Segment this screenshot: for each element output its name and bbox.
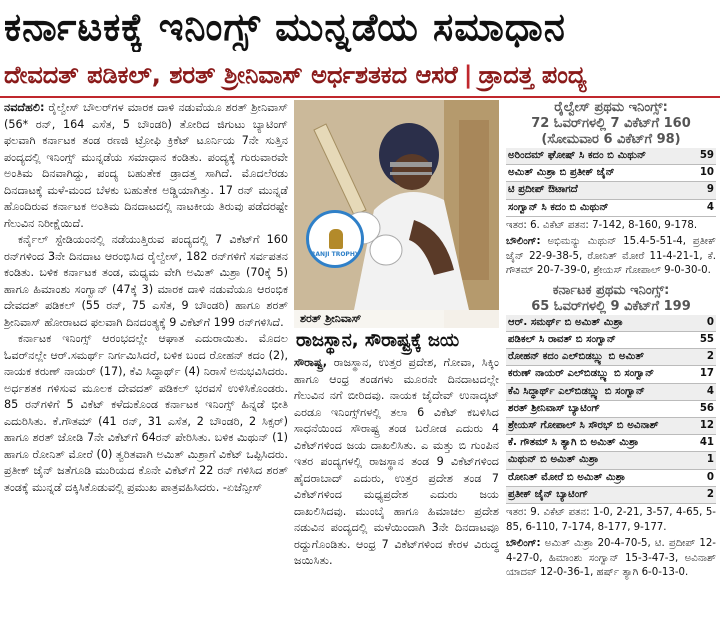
batsman-runs: 2 — [690, 486, 716, 503]
scorecard — [506, 100, 716, 632]
ranji-trophy-logo — [306, 210, 364, 268]
batsman-name: ಟಿ ಪ್ರದೀಪ್ ಔಟಾಗದೆ — [506, 182, 690, 199]
batsman-name: ಕರುಣ್ ನಾಯರ್ ಎಲ್‌ಬಿಡಬ್ಲ್ಯು ಬಿ ಸಂಗ್ವಾನ್ — [506, 366, 690, 383]
article-paragraph-2: ಕರ್ನೈಲ್ ಸ್ಟೇಡಿಯಂನಲ್ಲಿ ನಡೆಯುತ್ತಿರುವ ಪಂದ್ಯದಲ್ಲಿ 7 ವಿಕೆಟ್‌ಗೆ 160 ರನ್‌ಗಳಿಂದ 3ನೇ ದಿನದಾಟ ಆರಂಭಿಸಿದ ರೈಲ್ವೇಸ್, 182 ರನ್‌ಗಳಿಗೆ ಸರ್ವಪತನ ಕಂಡಿತು. ಬಳಿಕ ಕರ್ನಾಟಕ ತಂಡ, ಮಧ್ಯಮ ವೇಗಿ ಅಮಿತ್ ಮಿಶ್ರಾ (70ಕ್ಕೆ 5) ಹಾಗೂ ಹಿಮಾಂಶು ಸಂಗ್ವಾನ್ (47ಕ್ಕೆ 3) ಮಾರಕ ದಾಳಿ ನಡುವೆಯೂ ಆರಂಭಿಕ ದೇವದತ್ ಪಡಿಕಲ್ (55 ರನ್, 75 ಎಸೆತ, 9 ಬೌಂಡರಿ) ಹಾಗೂ ಶರತ್ ಶ್ರೀನಿವಾಸ್ ಹೋರಾಟದ ಫಲವಾಗಿ ದಿನದಂತ್ಯಕ್ಕೆ 9 ವಿಕೆಟ್‌ಗೆ 199 ರನ್‌ಗಳಿಸಿದೆ. — [4, 233, 288, 329]
article-paragraph-1-text: ರೈಲ್ವೇಸ್ ಬೌಲರ್‌ಗಳ ಮಾರಕ ದಾಳಿ ನಡುವೆಯೂ ಶರತ್ ಶ್ರೀನಿವಾಸ್ (56* ರನ್, 164 ಎಸೆತ, 5 ಬೌಂಡರಿ) ತೋರಿದ ಜಿಗುಟು ಬ್ಯಾಟಿಂಗ್ ಫಲವಾಗಿ ಕರ್ನಾಟಕ ತಂಡ ರಣಜಿ ಟ್ರೋಫಿ ಕ್ರಿಕೆಟ್ ಟೂರ್ನಿಯ 7ನೇ ಸುತ್ತಿನ ಪಂದ್ಯದಲ್ಲಿ ಇನಿಂಗ್ಸ್ ಮುನ್ನಡೆಯ ಸಮಾಧಾನ ಕಂಡಿತು. ಪಂದ್ಯಕ್ಕೆ ಗುರುವಾರವೇ ಅಂತಿಮ ದಿನವಾಗಿದ್ದು, ಪಂದ್ಯ ಬಹುತೇಕ ಡ್ರಾದತ್ತ ಸಾಗಿದೆ. ಮೊದಲೆರಡು ದಿನದಾಟಕ್ಕೆ ಮಳೆ-ಮಂದ ಬೆಳಕು ಬಹುತೇಕ ಅಡ್ಡಿಯಾಗಿತ್ತು. 17 ರನ್ ಮುನ್ನಡೆ ಹೊಂದಿರುವ ಕರ್ನಾಟಕ ಅಂತಿಮ ದಿನದಾಟದಲ್ಲಿ ನಾಟಕೀಯ ತಿರುವು ಪಡೆದರಷ್ಟೇ ಗೆಲುವಿನ ನಿರೀಕ್ಷೆಯಿದೆ. — [4, 101, 288, 230]
batsman-name: ಅಮಿತ್ ಮಿಶ್ರಾ ಬಿ ಪ್ರತೀಕ್ ಜೈನ್ — [506, 165, 690, 182]
batsman-name: ಕೆ. ಗೌತಮ್ ಸಿ ತ್ಯಾಗಿ ಬಿ ಅಮಿತ್ ಮಿಶ್ರಾ — [506, 435, 690, 452]
railways-bowling-figures: ಅಭಿಮನ್ಯು ಮಿಥುನ್ 15.4-5-51-4, ಪ್ರತೀಕ್ ಜೈನ್ 22-9-38-5, ರೋನಿತ್ ಮೋರೆ 11-4-21-1, ಕೆ. ಗೌತಮ್ 20-7-39-0, ಶ್ರೇಯಸ್ ಗೋಪಾಲ್ 9-0-30-0. — [506, 236, 716, 277]
batsman-runs: 56 — [690, 400, 716, 417]
table-row — [506, 349, 716, 366]
table-row — [506, 400, 716, 417]
batsman-name: ಪಡಿಕಲ್ ಸಿ ರಾವತ್ ಬಿ ಸಂಗ್ವಾನ್ — [506, 332, 690, 349]
railways-batting-table — [506, 148, 716, 217]
batsman-name: ಸಂಗ್ವಾನ್ ಸಿ ಕದಂ ಬಿ ಮಿಥುನ್ — [506, 199, 690, 216]
batsman-runs: 12 — [690, 418, 716, 435]
side-story-lead: ಸೌರಾಷ್ಟ್ರ, — [294, 356, 327, 369]
table-row — [506, 199, 716, 216]
batsman-runs: 4 — [690, 383, 716, 400]
subheadline — [4, 56, 716, 94]
headline: ಕರ್ನಾಟಕಕ್ಕೆ ಇನಿಂಗ್ಸ್ ಮುನ್ನಡೆಯ ಸಮಾಧಾನ — [4, 5, 566, 49]
batsman-runs: 10 — [690, 165, 716, 182]
article-paragraph-1 — [4, 100, 288, 232]
photo-caption: ಶರತ್ ಶ್ರೀನಿವಾಸ್ — [294, 310, 499, 328]
table-row — [506, 165, 716, 182]
table-row — [506, 452, 716, 469]
table-row — [506, 332, 716, 349]
batsman-runs: 59 — [690, 148, 716, 165]
table-row — [506, 182, 716, 199]
batsman-name: ಆರ್. ಸಮರ್ಥ್ ಬಿ ಅಮಿತ್ ಮಿಶ್ರಾ — [506, 315, 690, 332]
karnataka-bowling-label: ಬೌಲಿಂಗ್: — [506, 538, 541, 550]
batsman-name: ಶ್ರೇಯಸ್ ಗೋಪಾಲ್ ಸಿ ಸೌರಭ್ ಬಿ ಅವಿನಾಶ್ — [506, 418, 690, 435]
article-paragraph-3: ಕರ್ನಾಟಕ ಇನಿಂಗ್ಸ್ ಆರಂಭದಲ್ಲೇ ಆಘಾತ ಎದುರಾಯಿತು. ಮೊದಲ ಓವರ್‌ನಲ್ಲೇ ಆರ್.ಸಮರ್ಥ್ ನಿರ್ಗಮಿಸಿದರೆ, ಬಳಿಕ ಬಂದ ರೋಹನ್ ಕದಂ (2), ನಾಯಕ ಕರುಣ್ ನಾಯರ್ (17), ಕೆವಿ ಸಿದ್ಧಾರ್ಥ್ (4) ನಿರಾಸೆ ಅನುಭವಿಸಿದರು. ಅರ್ಧಶತಕ ಗಳಿಸುವ ಮೂಲಕ ದೇವದತ್ ಪಡಿಕಲ್ ಭರವಸೆ ಉಳಿಸಿಕೊಂಡರು. 85 ರನ್‌ಗಳಿಗೆ 5 ವಿಕೆಟ್ ಕಳೆದುಕೊಂಡ ಕರ್ನಾಟಕ ಇನಿಂಗ್ಸ್ ಹಿನ್ನಡೆ ಭೀತಿ ಎದುರಿಸಿತು. ಕೆ.ಗೌತಮ್ (41 ರನ್, 31 ಎಸೆತ, 2 ಬೌಂಡರಿ, 2 ಸಿಕ್ಸರ್) ಹಾಗೂ ಶರತ್ ಜೋಡಿ 7ನೇ ವಿಕೆಟ್‌ಗೆ 64ರನ್ ಪೇರಿಸಿತು. ಬಳಿಕ ಮಿಥುನ್ (1) ಹಾಗೂ ರೋನಿತ್ ಮೋರೆ (0) ತ್ವರಿತವಾಗಿ ಅಮಿತ್ ಮಿಶ್ರಾಗೆ ವಿಕೆಟ್ ಒಪ್ಪಿಸಿದರು. ಪ್ರತೀಕ್ ಜೈನ್ ಜತೆಗೂಡಿ ಮುರಿಯದ ಕೊನೇ ವಿಕೆಟ್‌ಗೆ 22 ರನ್ ಗಳಿಸಿದ ಶರತ್ ತಂಡಕ್ಕೆ ಮುನ್ನಡೆ ದಕ್ಕಿಸಿಕೊಡುವಲ್ಲಿ ಪ್ರಮುಖ ಪಾತ್ರವಹಿಸಿದರು. -ಏಜೆನ್ಸೀಸ್ — [4, 332, 288, 494]
subheadline-main: ದೇವದತ್ ಪಡಿಕಲ್, ಶರತ್ ಶ್ರೀನಿವಾಸ್ ಅರ್ಧಶತಕದ ಆಸರೆ — [4, 61, 458, 89]
batsman-runs: 9 — [690, 182, 716, 199]
subheadline-tail: ಡ್ರಾದತ್ತ ಪಂದ್ಯ — [478, 61, 587, 89]
batsman-runs: 0 — [690, 469, 716, 486]
side-story — [294, 355, 499, 632]
batsman-runs: 4 — [690, 199, 716, 216]
side-story-text: ರಾಜಸ್ಥಾನ, ಉತ್ತರ ಪ್ರದೇಶ, ಗೋವಾ, ಸಿಕ್ಕಿಂ ಹಾಗೂ ಆಂಧ್ರ ತಂಡಗಳು ಮೂರನೇ ದಿನದಾಟದಲ್ಲೇ ಗೆಲುವಿನ ನಗೆ ಬೀರಿದವು. ನಾಯಕ ಜೈದೇವ್ ಉನಾದ್ಕಟ್ ಎರಡೂ ಇನಿಂಗ್ಸ್‌ಗಳಲ್ಲಿ ತಲಾ 6 ವಿಕೆಟ್ ಕಬಳಿಸಿದ ಸಾಧನೆಯಿಂದ ಸೌರಾಷ್ಟ್ರ ತಂಡ ಬರೋಡ ಎದುರು 4 ವಿಕೆಟ್‌ಗಳಿಂದ ಜಯ ದಾಖಲಿಸಿತು. ಎ ಮತ್ತು ಬಿ ಗುಂಪಿನ ಇತರ ಪಂದ್ಯಗಳಲ್ಲಿ ರಾಜಸ್ಥಾನ ತಂಡ 9 ವಿಕೆಟ್‌ಗಳಿಂದ ಹೈದರಾಬಾದ್ ಎದುರು, ಉತ್ತರ ಪ್ರದೇಶ ತಂಡ 7 ವಿಕೆಟ್‌ಗಳಿಂದ ಮಧ್ಯಪ್ರದೇಶ ಎದುರು ಜಯ ದಾಖಲಿಸಿದವು. ಮುಂಬೈ ಹಾಗೂ ಹಿಮಾಚಲ ಪ್ರದೇಶ ನಡುವಿನ ಪಂದ್ಯದಲ್ಲಿ ಮಳೆಯಿಂದಾಗಿ 3ನೇ ದಿನದಾಟವೂ ರದ್ದುಗೊಂಡಿತು. ಆಂಧ್ರ 7 ವಿಕೆಟ್‌ಗಳಿಂದ ಕೇರಳ ವಿರುದ್ಧ ಜಯಿಸಿತು. — [294, 356, 499, 567]
table-row — [506, 383, 716, 400]
table-row — [506, 366, 716, 383]
batsman-runs: 17 — [690, 366, 716, 383]
ranji-logo-text: RANJI TROPHY — [310, 251, 360, 258]
railways-innings-title: ರೈಲ್ವೇಸ್ ಪ್ರಥಮ ಇನಿಂಗ್ಸ್: — [554, 100, 668, 115]
batsman-runs: 55 — [690, 332, 716, 349]
karnataka-extras: ಇತರ: 9. ವಿಕೆಟ್ ಪತನ: 1-0, 2-21, 3-57, 4-65, 5-85, 6-110, 7-174, 8-177, 9-177. — [506, 507, 716, 533]
table-row — [506, 315, 716, 332]
railways-extras: ಇತರ: 6. ವಿಕೆಟ್ ಪತನ: 7-142, 8-160, 9-178. — [506, 219, 698, 231]
table-row — [506, 469, 716, 486]
side-story-heading: ರಾಜಸ್ಥಾನ, ಸೌರಾಷ್ಟ್ರಕ್ಕೆ ಜಯ — [296, 330, 460, 351]
batsman-runs: 41 — [690, 435, 716, 452]
batsman-name: ಪ್ರತೀಕ್ ಜೈನ್ ಬ್ಯಾಟಿಂಗ್ — [506, 486, 690, 503]
batsman-name: ಮಿಥುನ್ ಬಿ ಅಮಿತ್ ಮಿಶ್ರಾ — [506, 452, 690, 469]
karnataka-bowling-figures: ಅಮಿತ್ ಮಿಶ್ರಾ 20-4-70-5, ಟಿ. ಪ್ರದೀಪ್ 12-4-27-0, ಹಿಮಾಂಶು ಸಂಗ್ವಾನ್ 15-3-47-3, ಅವಿನಾಶ್ ಯಾದವ್ 12-0-36-1, ಹರ್ಷ್ ತ್ಯಾಗಿ 6-0-13-0. — [506, 538, 716, 579]
karnataka-innings-title: ಕರ್ನಾಟಕ ಪ್ರಥಮ ಇನಿಂಗ್ಸ್: — [552, 282, 670, 298]
batsman-name: ಶರತ್ ಶ್ರೀನಿವಾಸ್ ಬ್ಯಾಟಿಂಗ್ — [506, 400, 690, 417]
dateline: ನವದೆಹಲಿ: — [4, 101, 45, 114]
player-photo — [294, 100, 499, 328]
main-article — [4, 100, 288, 632]
table-row — [506, 435, 716, 452]
table-row — [506, 418, 716, 435]
railways-innings-previous: (ಸೋಮವಾರ 6 ವಿಕೆಟ್‌ಗೆ 98) — [541, 132, 681, 147]
batsman-name: ರೋಹನ್ ಕದಂ ಎಲ್‌ಬಿಡಬ್ಲ್ಯು ಬಿ ಅಮಿತ್ — [506, 349, 690, 366]
side-story-body — [294, 355, 499, 570]
railways-bowling — [506, 235, 716, 279]
batsman-name: ಅರಿಂದಮ್ ಘೋಷ್ ಸಿ ಕದಂ ಬಿ ಮಿಥುನ್ — [506, 148, 690, 165]
batsman-runs: 1 — [690, 452, 716, 469]
subheadline-separator: | — [463, 61, 473, 89]
table-row — [506, 486, 716, 503]
trophy-icon — [329, 229, 343, 249]
table-row — [506, 148, 716, 165]
karnataka-batting-table — [506, 315, 716, 504]
railways-innings-summary: 72 ಓವರ್‌ಗಳಲ್ಲಿ 7 ವಿಕೆಟ್‌ಗೆ 160 — [531, 116, 691, 131]
batsman-name: ರೋನಿತ್ ಮೋರೆ ಬಿ ಅಮಿತ್ ಮಿಶ್ರಾ — [506, 469, 690, 486]
railways-bowling-label: ಬೌಲಿಂಗ್: — [506, 236, 541, 248]
headline-rule — [0, 96, 720, 98]
batsman-runs: 0 — [690, 315, 716, 332]
karnataka-innings-summary: 65 ಓವರ್‌ಗಳಲ್ಲಿ 9 ವಿಕೆಟ್‌ಗೆ 199 — [531, 298, 691, 314]
karnataka-bowling — [506, 537, 716, 581]
batsman-runs: 2 — [690, 349, 716, 366]
batsman-name: ಕೆವಿ ಸಿದ್ಧಾರ್ಥ್ ಎಲ್‌ಬಿಡಬ್ಲ್ಯು ಬಿ ಸಂಗ್ವಾನ್ — [506, 383, 690, 400]
